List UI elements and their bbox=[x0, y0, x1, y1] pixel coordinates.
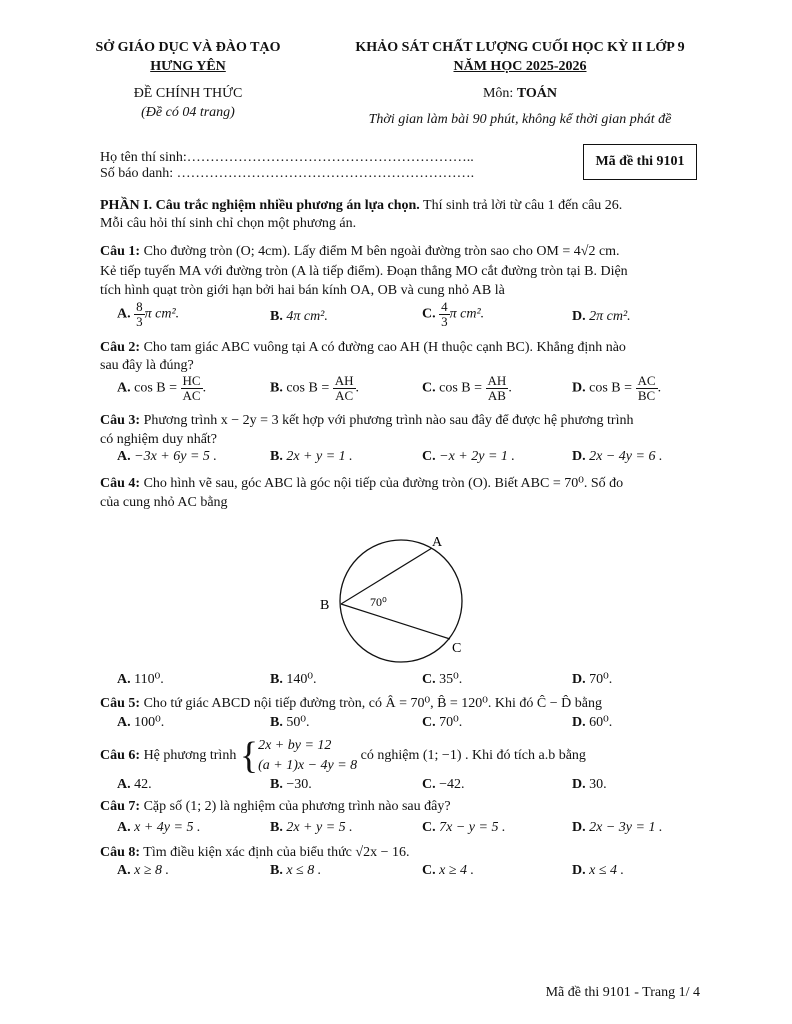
q2-line-2: sau đây là đúng? bbox=[100, 358, 194, 373]
q2-label: Câu 2: bbox=[100, 340, 141, 355]
q2-line-1 bbox=[100, 338, 700, 357]
q6-text-pre: Hệ phương trình bbox=[140, 748, 240, 763]
department-line-2: HƯNG YÊN bbox=[150, 59, 226, 74]
q6-text-post: có nghiệm (1; −1) . Khi đó tích a.b bằng bbox=[357, 748, 586, 763]
q6-label: Câu 6: bbox=[100, 748, 141, 763]
q3-option-b[interactable]: B. 2x + y = 1 . bbox=[270, 449, 353, 464]
circle-o bbox=[340, 540, 462, 662]
q5-option-c[interactable]: C. 70⁰. bbox=[422, 715, 463, 730]
department-line-1: SỞ GIÁO DỤC VÀ ĐÀO TẠO bbox=[95, 40, 281, 55]
q8-line-1 bbox=[100, 843, 700, 862]
q1-option-a[interactable]: A. $\frac{8}{3}$ π cm². bbox=[117, 299, 180, 329]
q7-option-c[interactable]: C. 7x − y = 5 . bbox=[422, 820, 506, 835]
q6-option-a[interactable]: A. 42. bbox=[117, 777, 152, 792]
q5-option-d[interactable]: D. 60⁰. bbox=[572, 715, 613, 730]
q3-option-d[interactable]: D. 2x − 4y = 6 . bbox=[572, 449, 663, 464]
q4-circle-figure bbox=[310, 528, 480, 668]
q5-option-a[interactable]: A. 100⁰. bbox=[117, 715, 165, 730]
q7-option-d[interactable]: D. 2x − 3y = 1 . bbox=[572, 820, 663, 835]
chord-bc bbox=[341, 604, 450, 639]
candidate-id-line: Số báo danh: ………………………………………………………. bbox=[100, 166, 475, 181]
point-c-label: C bbox=[452, 641, 462, 656]
part1-heading bbox=[100, 196, 700, 215]
q7-option-a[interactable]: A. x + 4y = 5 . bbox=[117, 820, 201, 835]
q3-label: Câu 3: bbox=[100, 413, 141, 428]
q4-line-2: của cung nhỏ AC bằng bbox=[100, 495, 228, 510]
q6-option-b[interactable]: B. −30. bbox=[270, 777, 312, 792]
q7-option-b[interactable]: B. 2x + y = 5 . bbox=[270, 820, 353, 835]
department-name bbox=[88, 38, 288, 76]
q6-system bbox=[258, 736, 357, 776]
q4-label: Câu 4: bbox=[100, 476, 141, 491]
q5-line-1 bbox=[100, 694, 700, 713]
q3-option-a[interactable]: A. −3x + 6y = 5 . bbox=[117, 449, 217, 464]
q3-option-c[interactable]: C. −x + 2y = 1 . bbox=[422, 449, 515, 464]
q5-label: Câu 5: bbox=[100, 696, 141, 711]
subject-name: TOÁN bbox=[516, 86, 558, 101]
official-label bbox=[88, 84, 288, 122]
q4-line-1 bbox=[100, 474, 700, 493]
q8-option-c[interactable]: C. x ≥ 4 . bbox=[422, 863, 475, 878]
q4-option-d[interactable]: D. 70⁰. bbox=[572, 672, 613, 687]
q5-text-1: Cho tứ giác ABCD nội tiếp đường tròn, có Â = 70⁰, B̂ = 120⁰. Khi đó Ĉ − D̂ bằng bbox=[140, 696, 602, 711]
exam-title-block bbox=[330, 38, 710, 76]
q4-option-b[interactable]: B. 140⁰. bbox=[270, 672, 317, 687]
q8-option-d[interactable]: D. x ≤ 4 . bbox=[572, 863, 625, 878]
q7-text-1: Cặp số (1; 2) là nghiệm của phương trình nào sau đây? bbox=[140, 799, 451, 814]
q1-option-d[interactable]: D. 2π cm². bbox=[572, 309, 631, 324]
q4-option-c[interactable]: C. 35⁰. bbox=[422, 672, 463, 687]
q2-option-a[interactable]: A. cos B = $\frac{HC}{AC}$ . bbox=[117, 373, 207, 403]
q1-label: Câu 1: bbox=[100, 244, 141, 259]
q1-line-2: Kẻ tiếp tuyến MA với đường tròn (A là tiếp điểm). Đoạn thẳng MO cắt đường tròn tại B. Diện bbox=[100, 264, 628, 279]
subject-line bbox=[330, 84, 710, 103]
pages-note: (Đề có 04 trang) bbox=[141, 105, 235, 120]
q1-option-b[interactable]: B. 4π cm². bbox=[270, 309, 328, 324]
part1-title: PHẦN I. Câu trắc nghiệm nhiều phương án lựa chọn. bbox=[100, 198, 420, 213]
q2-option-c[interactable]: C. cos B = $\frac{AH}{AB}$ . bbox=[422, 373, 512, 403]
candidate-name-line: Họ tên thí sinh:…………………………………………………….. bbox=[100, 150, 474, 165]
q2-text-1: Cho tam giác ABC vuông tại A có đường cao AH (H thuộc cạnh BC). Khẳng định nào bbox=[140, 340, 626, 355]
official-text: ĐỀ CHÍNH THỨC bbox=[133, 86, 243, 101]
q5-option-b[interactable]: B. 50⁰. bbox=[270, 715, 310, 730]
q3-text-1: Phương trình x − 2y = 3 kết hợp với phương trình nào sau đây để được hệ phương trình bbox=[140, 413, 634, 428]
q4-text-1: Cho hình vẽ sau, góc ABC là góc nội tiếp của đường tròn (O). Biết ABC = 70⁰. Số đo bbox=[140, 476, 624, 491]
school-year: NĂM HỌC 2025-2026 bbox=[453, 59, 587, 74]
q6-equation-2: (a + 1)x − 4y = 8 bbox=[258, 758, 358, 773]
q3-line-1 bbox=[100, 411, 700, 430]
q1-text-1: Cho đường tròn (O; 4cm). Lấy điểm M bên ngoài đường tròn sao cho OM = 4√2 cm. bbox=[140, 244, 620, 259]
q1-option-c[interactable]: C. $\frac{4}{3}$ π cm². bbox=[422, 299, 485, 329]
q6-equation-1: 2x + by = 12 bbox=[258, 738, 332, 753]
q8-option-a[interactable]: A. x ≥ 8 . bbox=[117, 863, 170, 878]
page-footer: Mã đề thi 9101 - Trang 1/ 4 bbox=[545, 985, 700, 1000]
point-b-label: B bbox=[320, 598, 330, 613]
point-a-label: A bbox=[432, 535, 443, 550]
q8-text-1: Tìm điều kiện xác định của biểu thức √2x − 16. bbox=[140, 845, 410, 860]
time-note: Thời gian làm bài 90 phút, không kể thời gian phát đề bbox=[368, 112, 672, 127]
q1-option-a-fraction: $\frac{8}{3}$ bbox=[136, 299, 143, 329]
q7-line-1 bbox=[100, 797, 700, 816]
q8-option-b[interactable]: B. x ≤ 8 . bbox=[270, 863, 322, 878]
part1-instruction-2: Mỗi câu hỏi thí sinh chỉ chọn một phương án. bbox=[100, 216, 357, 231]
q1-option-c-fraction: $\frac{4}{3}$ bbox=[441, 299, 448, 329]
system-brace: { bbox=[239, 735, 259, 777]
q8-label: Câu 8: bbox=[100, 845, 141, 860]
q1-line-1 bbox=[100, 242, 700, 261]
exam-title: KHẢO SÁT CHẤT LƯỢNG CUỐI HỌC KỲ II LỚP 9 bbox=[355, 40, 685, 55]
q4-option-a[interactable]: A. 110⁰. bbox=[117, 672, 164, 687]
q6-option-c[interactable]: C. −42. bbox=[422, 777, 465, 792]
subject-label: Môn: bbox=[482, 86, 517, 101]
angle-label: 70⁰ bbox=[370, 595, 387, 609]
q6-line-1 bbox=[100, 736, 700, 776]
exam-code-box: Mã đề thi 9101 bbox=[583, 144, 697, 180]
q7-label: Câu 7: bbox=[100, 799, 141, 814]
q3-line-2: có nghiệm duy nhất? bbox=[100, 432, 218, 447]
q2-option-d[interactable]: D. cos B = $\frac{AC}{BC}$ . bbox=[572, 373, 662, 403]
part1-instruction: Thí sinh trả lời từ câu 1 đến câu 26. bbox=[419, 198, 623, 213]
q2-option-b[interactable]: B. cos B = $\frac{AH}{AC}$ . bbox=[270, 373, 360, 403]
q1-line-3: tích hình quạt tròn giới hạn bởi hai bán kính OA, OB và cung nhỏ AB là bbox=[100, 283, 505, 298]
q6-option-d[interactable]: D. 30. bbox=[572, 777, 607, 792]
